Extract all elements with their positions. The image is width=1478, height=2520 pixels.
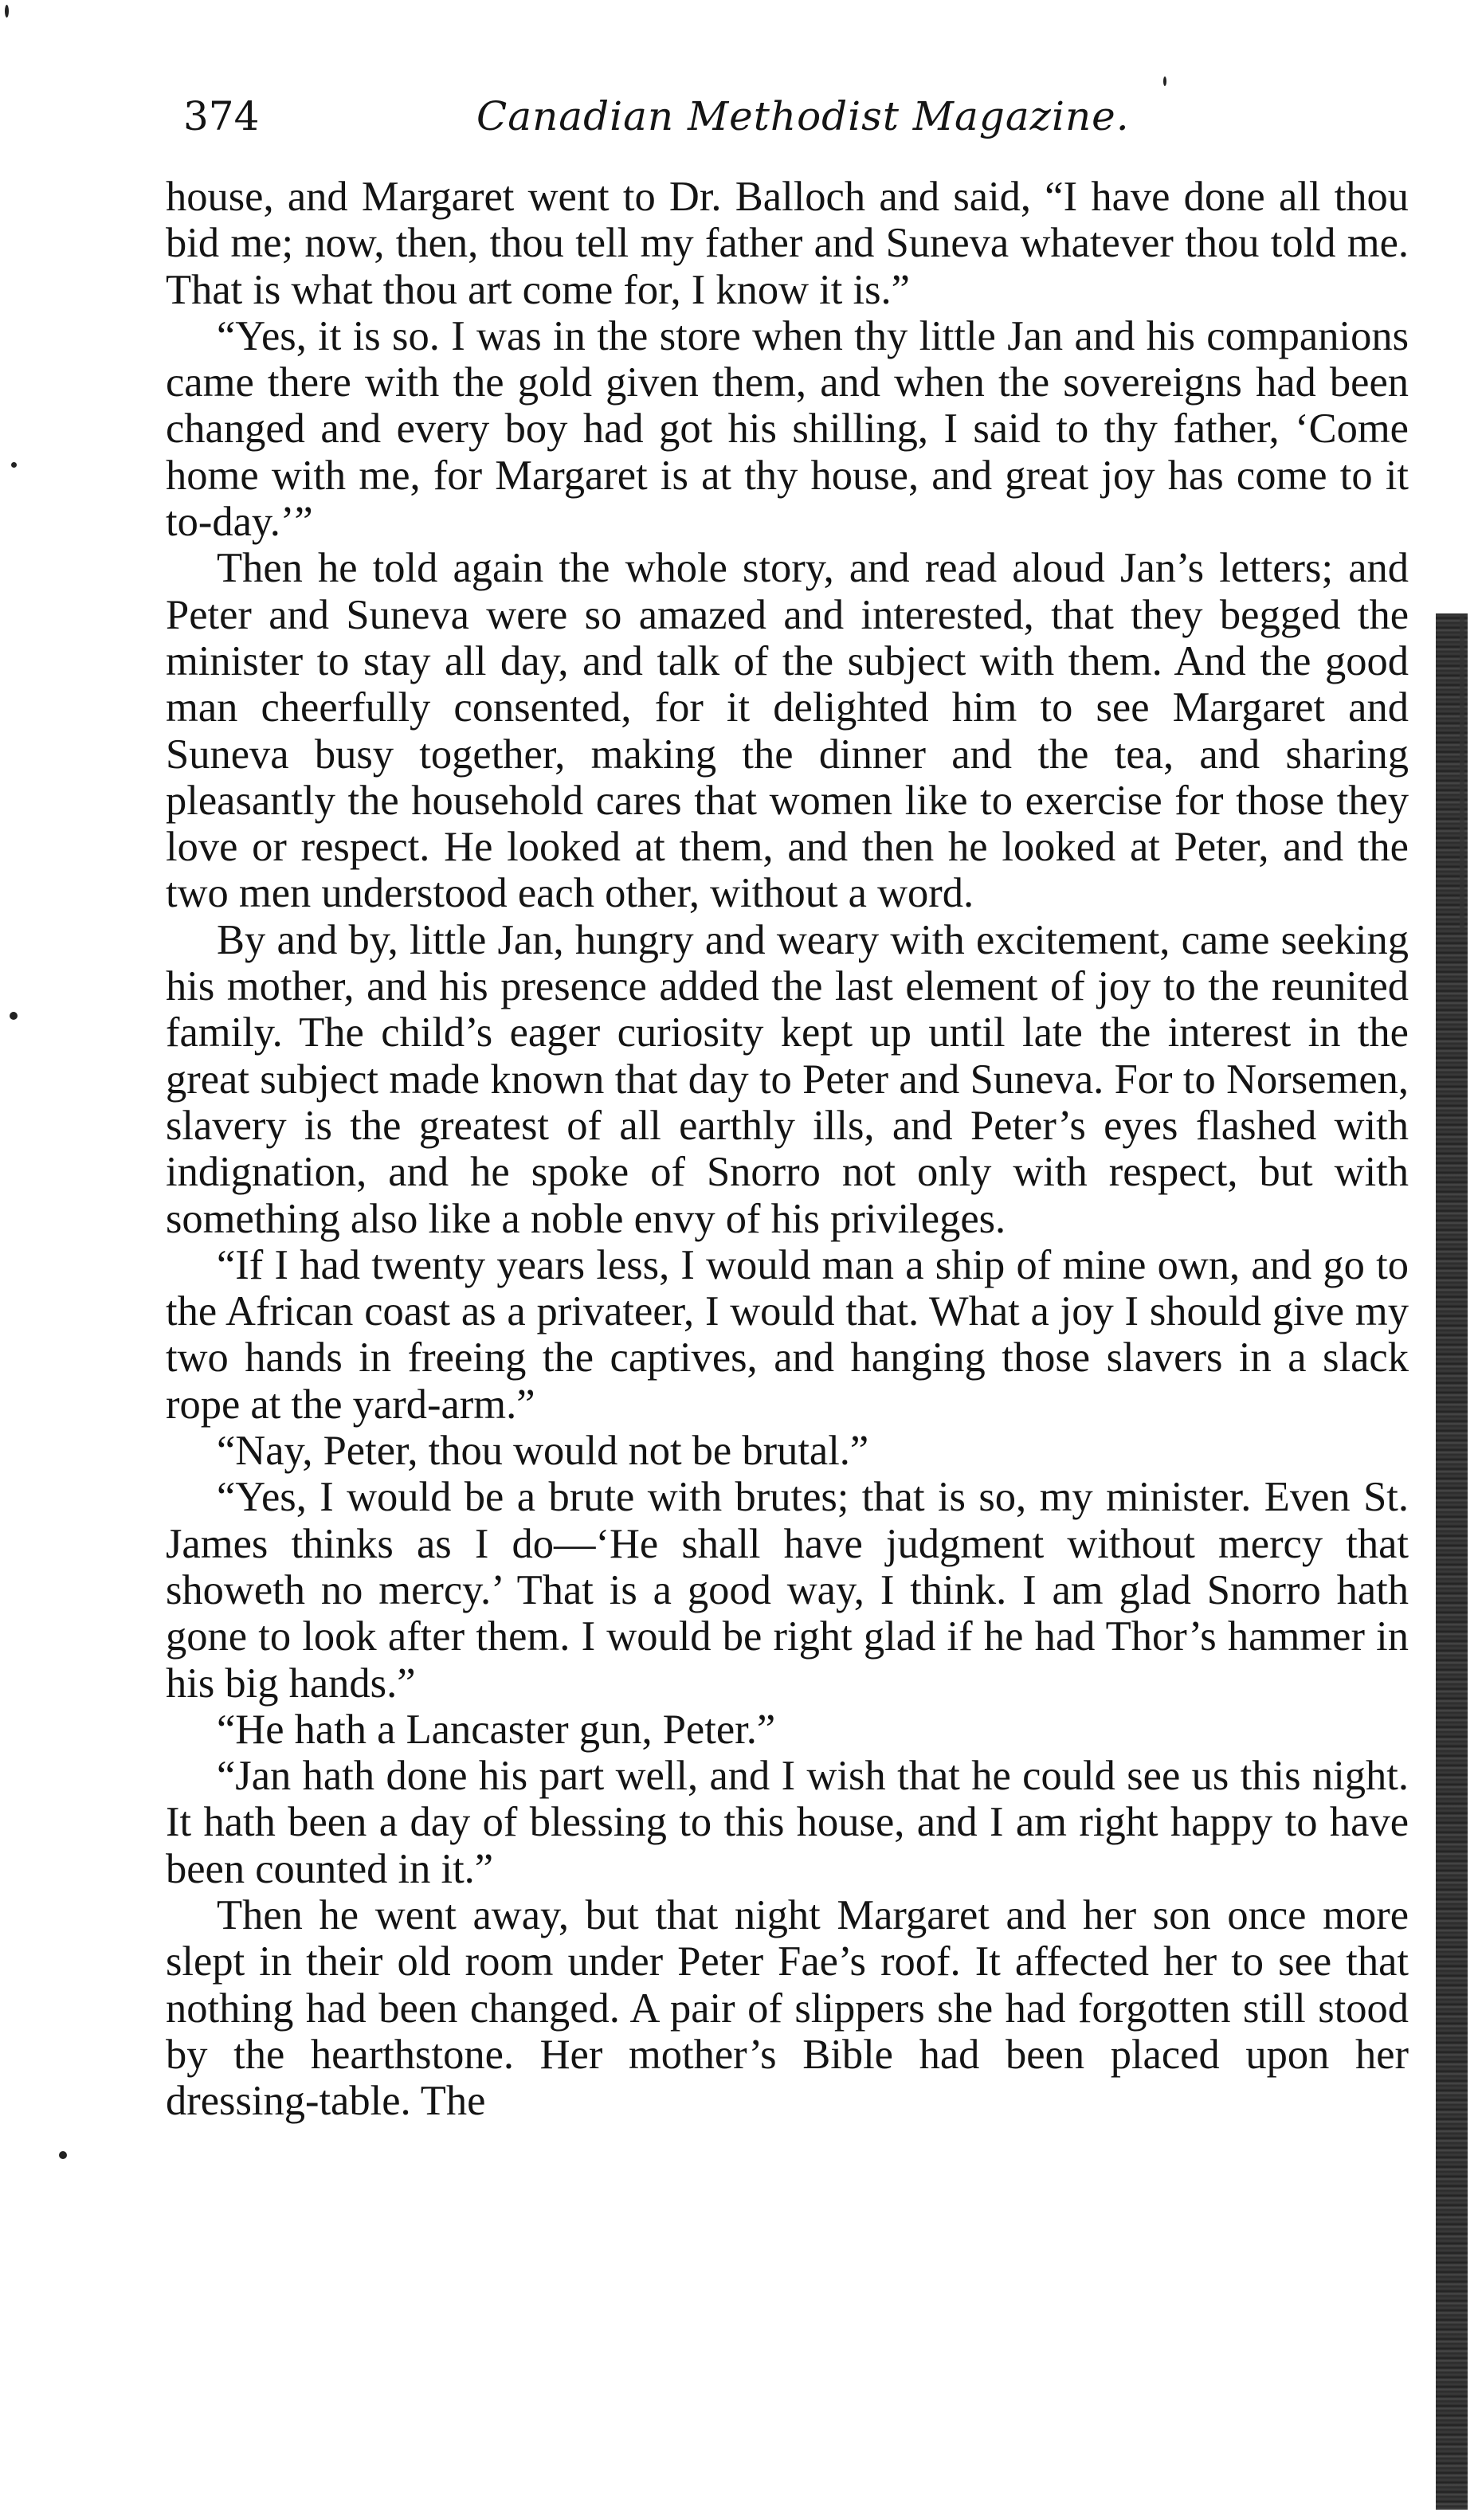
paragraph-2: “Yes, it is so. I was in the store when thy little Jan and his companions came there with the gold given them, and when the sovereigns had been changed and every boy had got his shilling, I said to thy father, ‘Come home with me, for Margaret is at thy house, and great joy has come to it to-day.’” bbox=[166, 312, 1409, 546]
scan-speck bbox=[5, 5, 9, 18]
paragraph-10: Then he went away, but that night Margaret and her son once more slept in their old room under Peter Fae’s roof. It affected her to see that nothing had been changed. A pair of slippers she had forgotten still stood by the hearthstone. Her mother’s Bible had been placed upon her dressing-table. The bbox=[166, 1891, 1409, 2125]
paragraph-8: “He hath a Lancaster gun, Peter.” bbox=[217, 1706, 776, 1753]
paragraph-1: house, and Margaret went to Dr. Balloch and said, “I have done all thou bid me; now, then, thou tell my father and Suneva whatever thou told me. That is what thou art come for, I know it is.” bbox=[166, 174, 1409, 313]
scan-speck bbox=[11, 462, 17, 468]
magazine-page bbox=[166, 76, 1409, 2124]
paragraph-7: “Yes, I would be a brute with brutes; that is so, my minister. Even St. James thinks as I do—‘He shall have judgment without mercy that showeth no mercy.’ That is a good way, I think. I am glad Snorro hath gone to look after them. I would be right glad if he had Thor’s hammer in his big hands.” bbox=[166, 1474, 1409, 1707]
page-number: 374 bbox=[183, 93, 260, 139]
article-body bbox=[166, 174, 1409, 2124]
paragraph-3: Then he told again the whole story, and read aloud Jan’s letters; and Peter and Suneva were so amazed and interested, that they begged the minister to stay all day, and talk of the subject with them. And the good man cheerfully consented, for it delighted him to see Margaret and Suneva busy together, making the dinner and the tea, and sharing pleasantly the household cares that women like to exercise for those they love or respect. He looked at them, and then he looked at Peter, and the two men understood each other, without a word. bbox=[166, 545, 1409, 917]
scan-speck bbox=[1163, 76, 1166, 86]
running-head bbox=[166, 76, 1409, 156]
paragraph-9: “Jan hath done his part well, and I wish that he could see us this night. It hath been a day of blessing to this house, and I am right happy to have been counted in it.” bbox=[166, 1753, 1409, 1892]
scan-speck bbox=[10, 1012, 18, 1020]
paragraph-5: “If I had twenty years less, I would man a ship of mine own, and go to the African coast as a privateer, I would that. What a joy I should give my two hands in freeing the captives, and hanging those slavers in a slack rope at the yard-arm.” bbox=[166, 1241, 1409, 1428]
journal-title: Canadian Methodist Magazine. bbox=[476, 93, 1130, 139]
paragraph-6: “Nay, Peter, thou would not be brutal.” bbox=[217, 1428, 869, 1475]
scan-speck bbox=[59, 2151, 67, 2159]
paragraph-4: By and by, little Jan, hungry and weary with excitement, came seeking his mother, and his presence added the last element of joy to the reunited family. The child’s eager curiosity kept up until late the interest in the great subject made known that day to Peter and Suneva. For to Norsemen, slavery is the greatest of all earthly ills, and Peter’s eyes flashed with indignation, and he spoke of Snorro not only with respect, but with something also like a noble envy of his privileges. bbox=[166, 916, 1409, 1242]
scan-binding-highlight bbox=[1460, 613, 1464, 932]
